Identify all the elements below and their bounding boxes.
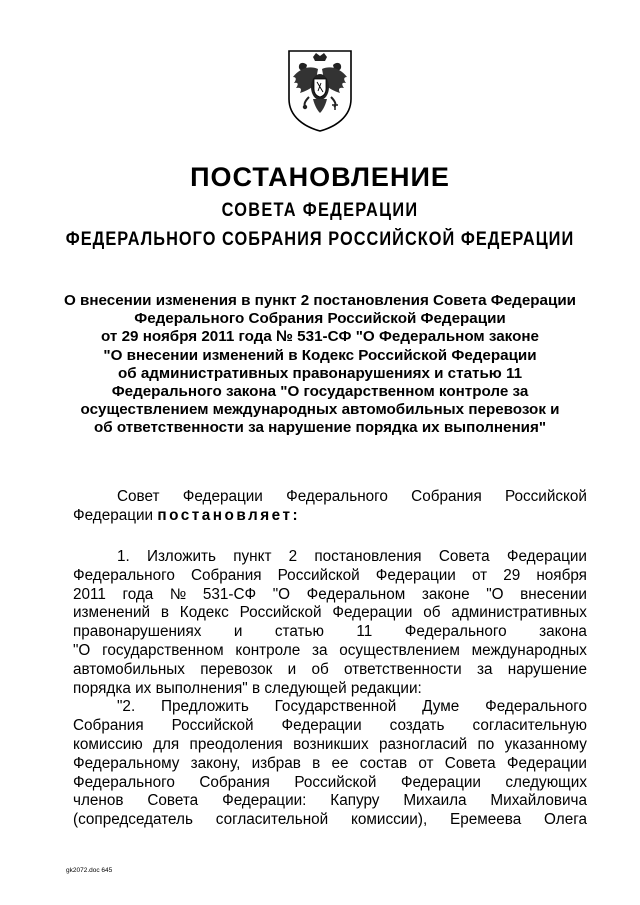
subject-line: осуществлением международных автомобильных перевозок и — [80, 401, 560, 419]
resolution-paragraph — [73, 548, 587, 830]
paragraph-line: 1. Изложить пункт 2 постановления Совета Федерации — [117, 548, 587, 565]
paragraph-line: "О государственном контроле за осуществлением международных — [73, 641, 587, 659]
paragraph-line: Собрания Российской Федерации создать согласительную — [73, 717, 587, 735]
coat-of-arms-icon — [285, 47, 355, 133]
paragraph-line: 2011 года № 531-СФ "О Федеральном законе "О внесении — [73, 585, 587, 603]
issuer-parent-name: ФЕДЕРАЛЬНОГО СОБРАНИЯ РОССИЙСКОЙ ФЕДЕРАЦИИ — [65, 229, 575, 250]
subject-line: Федерального Собрания Российской Федерации — [134, 310, 506, 328]
file-code: gk2072.doc 645 — [66, 867, 113, 874]
intro-paragraph — [73, 488, 587, 526]
resolves-word: постановляет: — [157, 506, 301, 524]
subject-line: "О внесении изменений в Кодекс Российской Федерации — [103, 346, 537, 364]
document-subject — [40, 292, 600, 438]
subject-line: об административных правонарушениях и статью 11 — [117, 364, 523, 382]
issuer-name: СОВЕТА ФЕДЕРАЦИИ — [221, 200, 419, 221]
paragraph-line: правонарушениях и статью 11 Федерального закона — [73, 623, 587, 641]
paragraph-line: (сопредседатель согласительной комиссии), Еремеева Олега — [73, 811, 587, 829]
paragraph-line: Федеральному закону, избрав в ее состав от Совета Федерации — [73, 754, 587, 772]
paragraph-line: членов Совета Федерации: Капуру Михаила Михайловича — [73, 792, 587, 810]
document-title: ПОСТАНОВЛЕНИЕ — [190, 162, 450, 192]
subject-line: об ответственности за нарушение порядка их выполнения" — [93, 419, 547, 437]
paragraph-line: комиссию для преодоления возникших разногласий по указанному — [73, 735, 587, 753]
paragraph-line: "2. Предложить Государственной Думе Федерального — [117, 698, 587, 716]
paragraph-line: автомобильных перевозок и об ответственности за нарушение — [73, 660, 587, 678]
paragraph-line: Федерального Собрания Российской Федерации следующих — [73, 773, 587, 791]
paragraph-line: Федерального Собрания Российской Федерации от 29 ноября — [73, 566, 587, 584]
subject-line: О внесении изменения в пункт 2 постановления Совета Федерации — [63, 292, 577, 309]
intro-line-text: Федерации — [73, 506, 158, 524]
subject-line: от 29 ноября 2011 года № 531-СФ "О Федеральном законе — [101, 328, 539, 346]
paragraph-line: порядка их выполнения" в следующей редакции: — [73, 679, 422, 697]
subject-line: Федерального закона "О государственном контроле за — [111, 383, 529, 401]
intro-line: Совет Федерации Федерального Собрания Российской — [117, 488, 587, 505]
paragraph-line: изменений в Кодекс Российской Федерации об административных — [73, 604, 587, 622]
intro-line — [73, 507, 587, 526]
